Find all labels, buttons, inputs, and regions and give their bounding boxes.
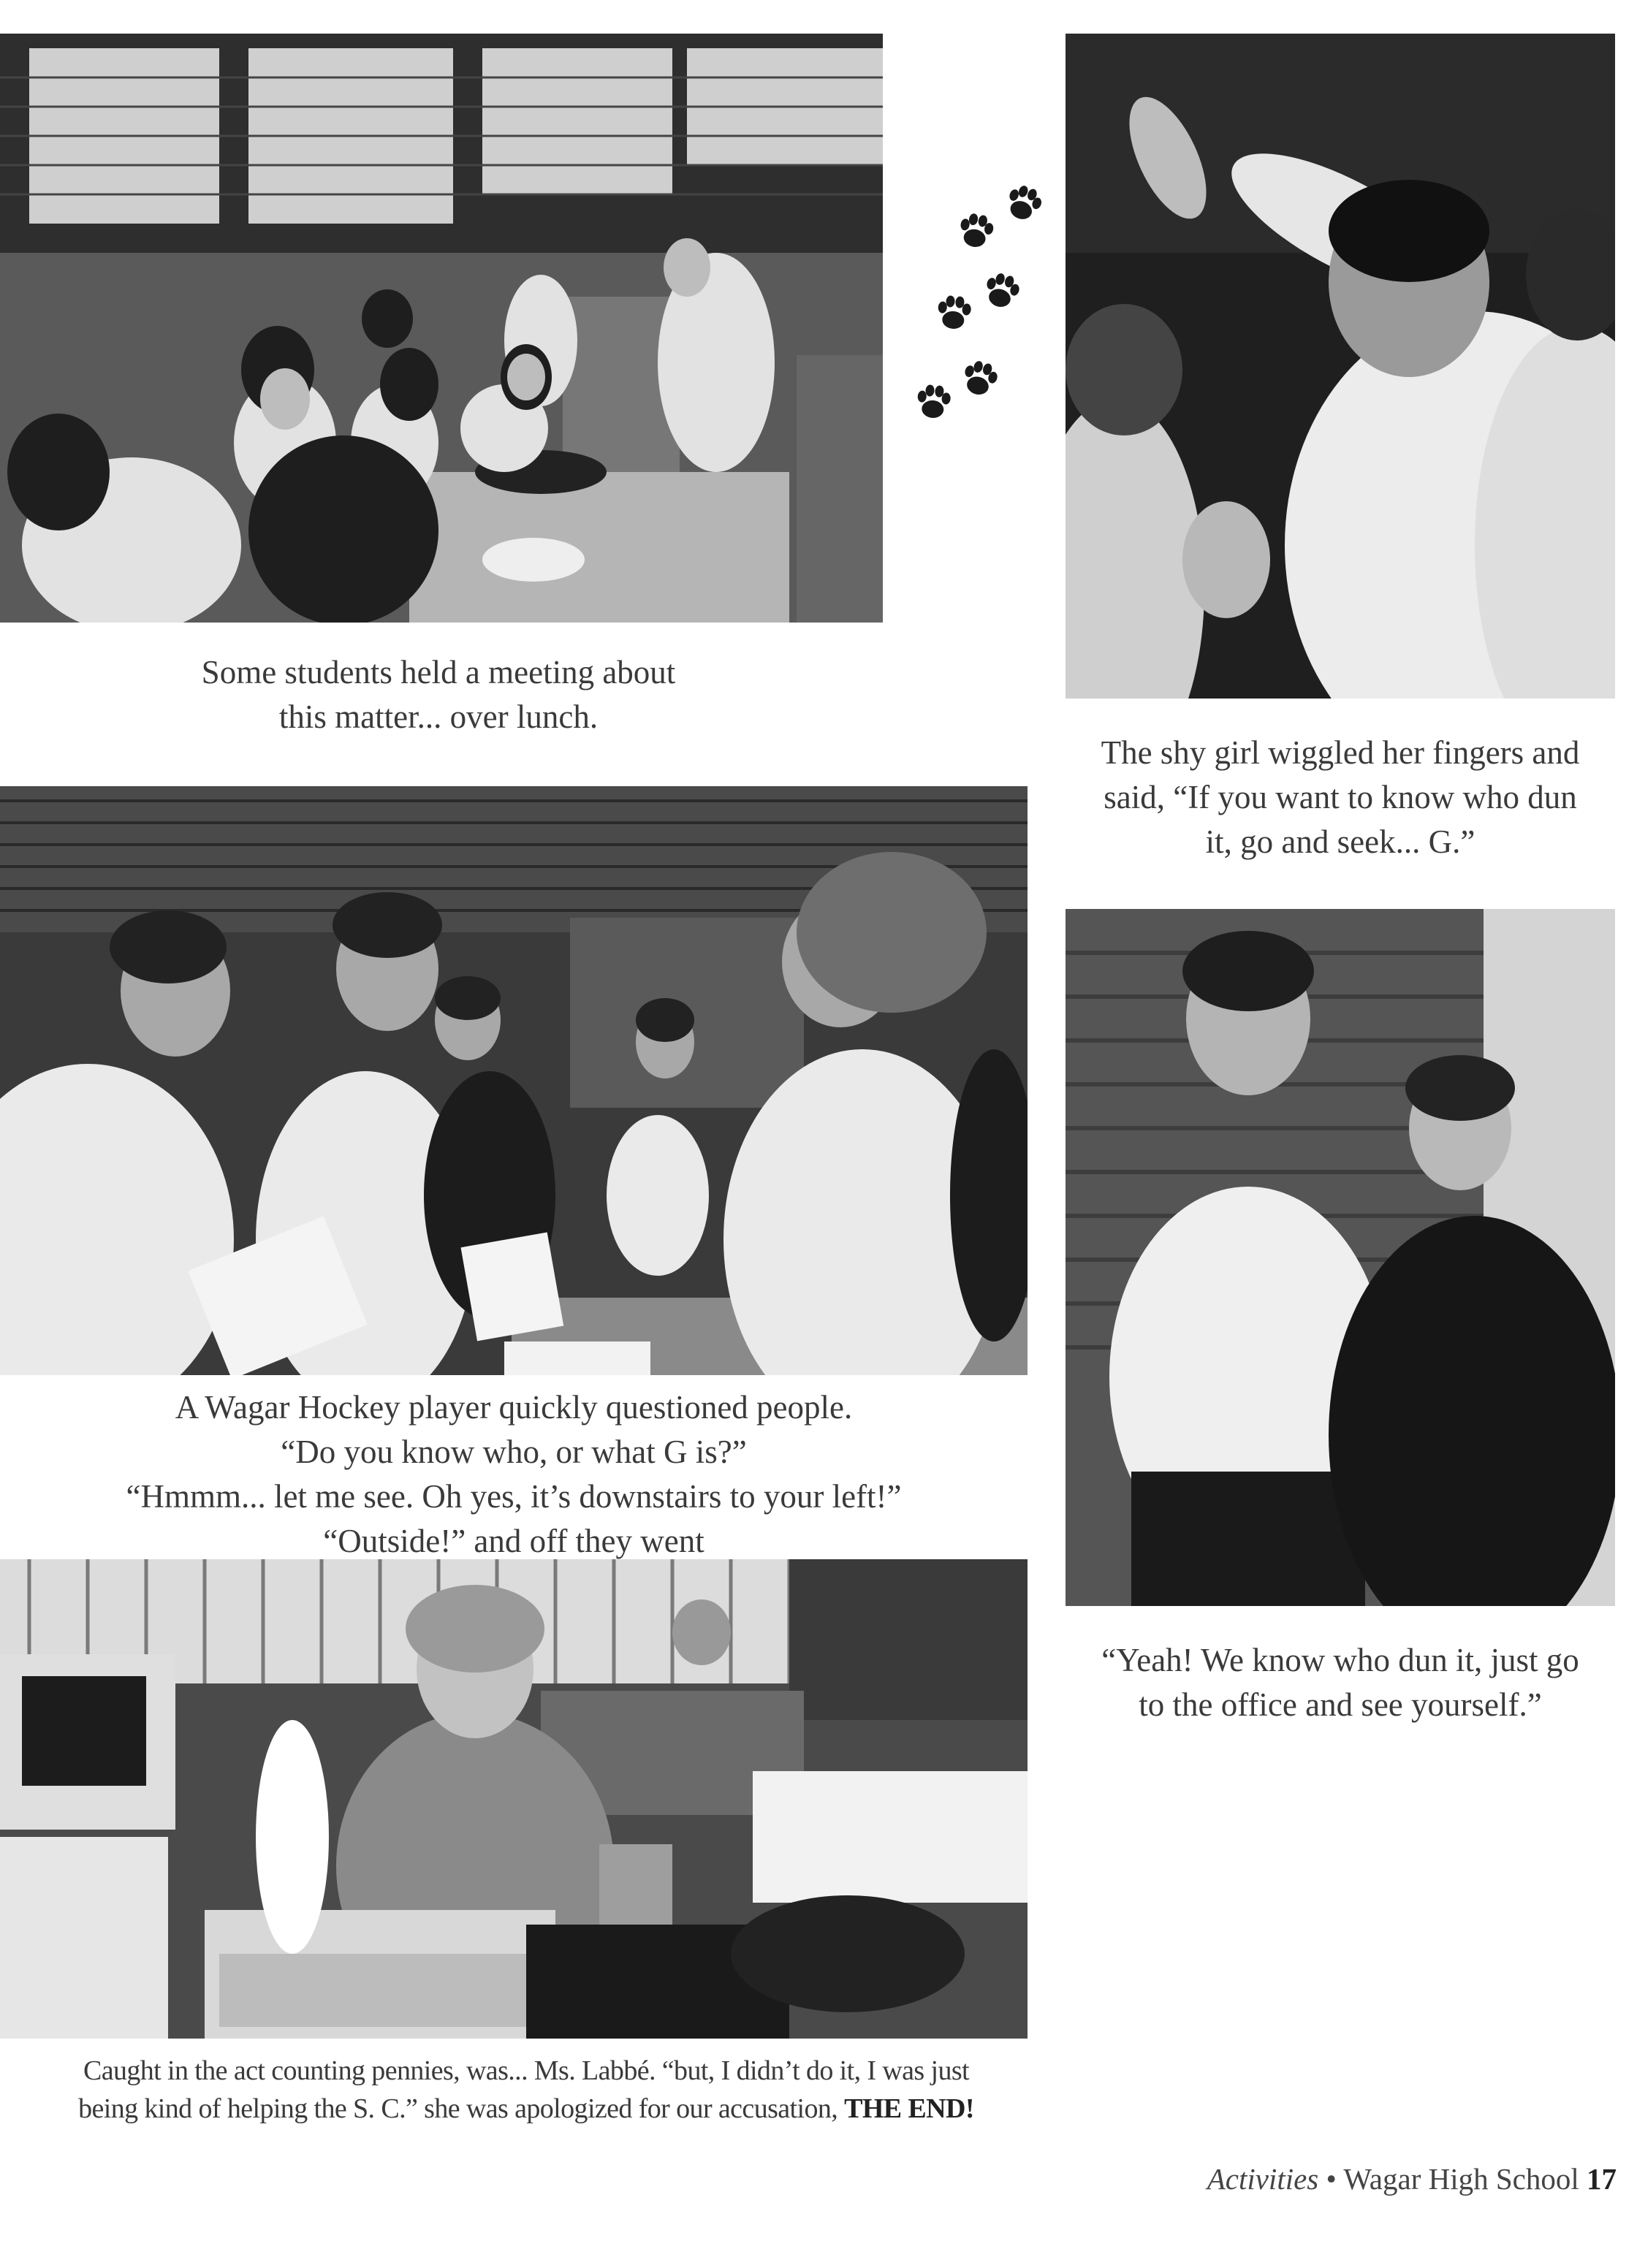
caption-line: A Wagar Hockey player quickly questioned people. xyxy=(175,1389,853,1426)
caption-shy-girl xyxy=(1045,731,1636,864)
caption-lunch xyxy=(117,650,760,739)
caption-line: “Hmmm... let me see. Oh yes, it’s downstairs to your left!” xyxy=(126,1478,902,1515)
caption-line: “Outside!” and off they went xyxy=(323,1523,704,1559)
paw-print-icon xyxy=(1003,182,1045,224)
paw-print-icon xyxy=(982,270,1022,311)
caption-line: this matter... over lunch. xyxy=(278,699,599,735)
caption-line: The shy girl wiggled her fingers and xyxy=(1101,734,1580,771)
caption-line: Some students held a meeting about xyxy=(201,654,676,690)
caption-hockey xyxy=(22,1385,1006,1564)
paw-print-icon xyxy=(936,294,972,330)
photo-ms-labbe xyxy=(0,1559,1028,2039)
footer-school: Wagar High School xyxy=(1343,2162,1579,2196)
the-end-text: THE END! xyxy=(844,2093,974,2124)
caption-line: to the office and see yourself.” xyxy=(1139,1686,1542,1723)
page-number: 17 xyxy=(1587,2162,1617,2196)
caption-line: said, “If you want to know who dun xyxy=(1104,779,1577,815)
paw-print-icon xyxy=(957,212,995,250)
page-footer xyxy=(1155,2161,1617,2196)
paw-print-icon xyxy=(960,358,1000,398)
paw-print-icon xyxy=(916,384,952,419)
photo-lunch-meeting xyxy=(0,34,883,623)
photo-shy-girl xyxy=(1066,34,1615,699)
caption-text: being kind of helping the S. C.” she was apologized for our accusation, xyxy=(78,2093,838,2124)
caption-line xyxy=(7,2090,1045,2128)
caption-line: Caught in the act counting pennies, was... Ms. Labbé. “but, I didn’t do it, I was just xyxy=(83,2055,970,2086)
photo-hockey-player xyxy=(0,786,1028,1375)
caption-line: “Do you know who, or what G is?” xyxy=(281,1434,747,1470)
caption-line: “Yeah! We know who dun it, just go xyxy=(1101,1642,1579,1678)
caption-line: it, go and seek... G.” xyxy=(1205,823,1475,860)
footer-section: Activities xyxy=(1207,2162,1319,2196)
paw-prints-decoration xyxy=(888,175,1056,438)
photo-boy-and-teacher xyxy=(1066,909,1615,1606)
footer-bullet: • xyxy=(1326,2162,1337,2196)
caption-ms-labbe xyxy=(7,2052,1045,2128)
caption-office xyxy=(1066,1638,1615,1727)
